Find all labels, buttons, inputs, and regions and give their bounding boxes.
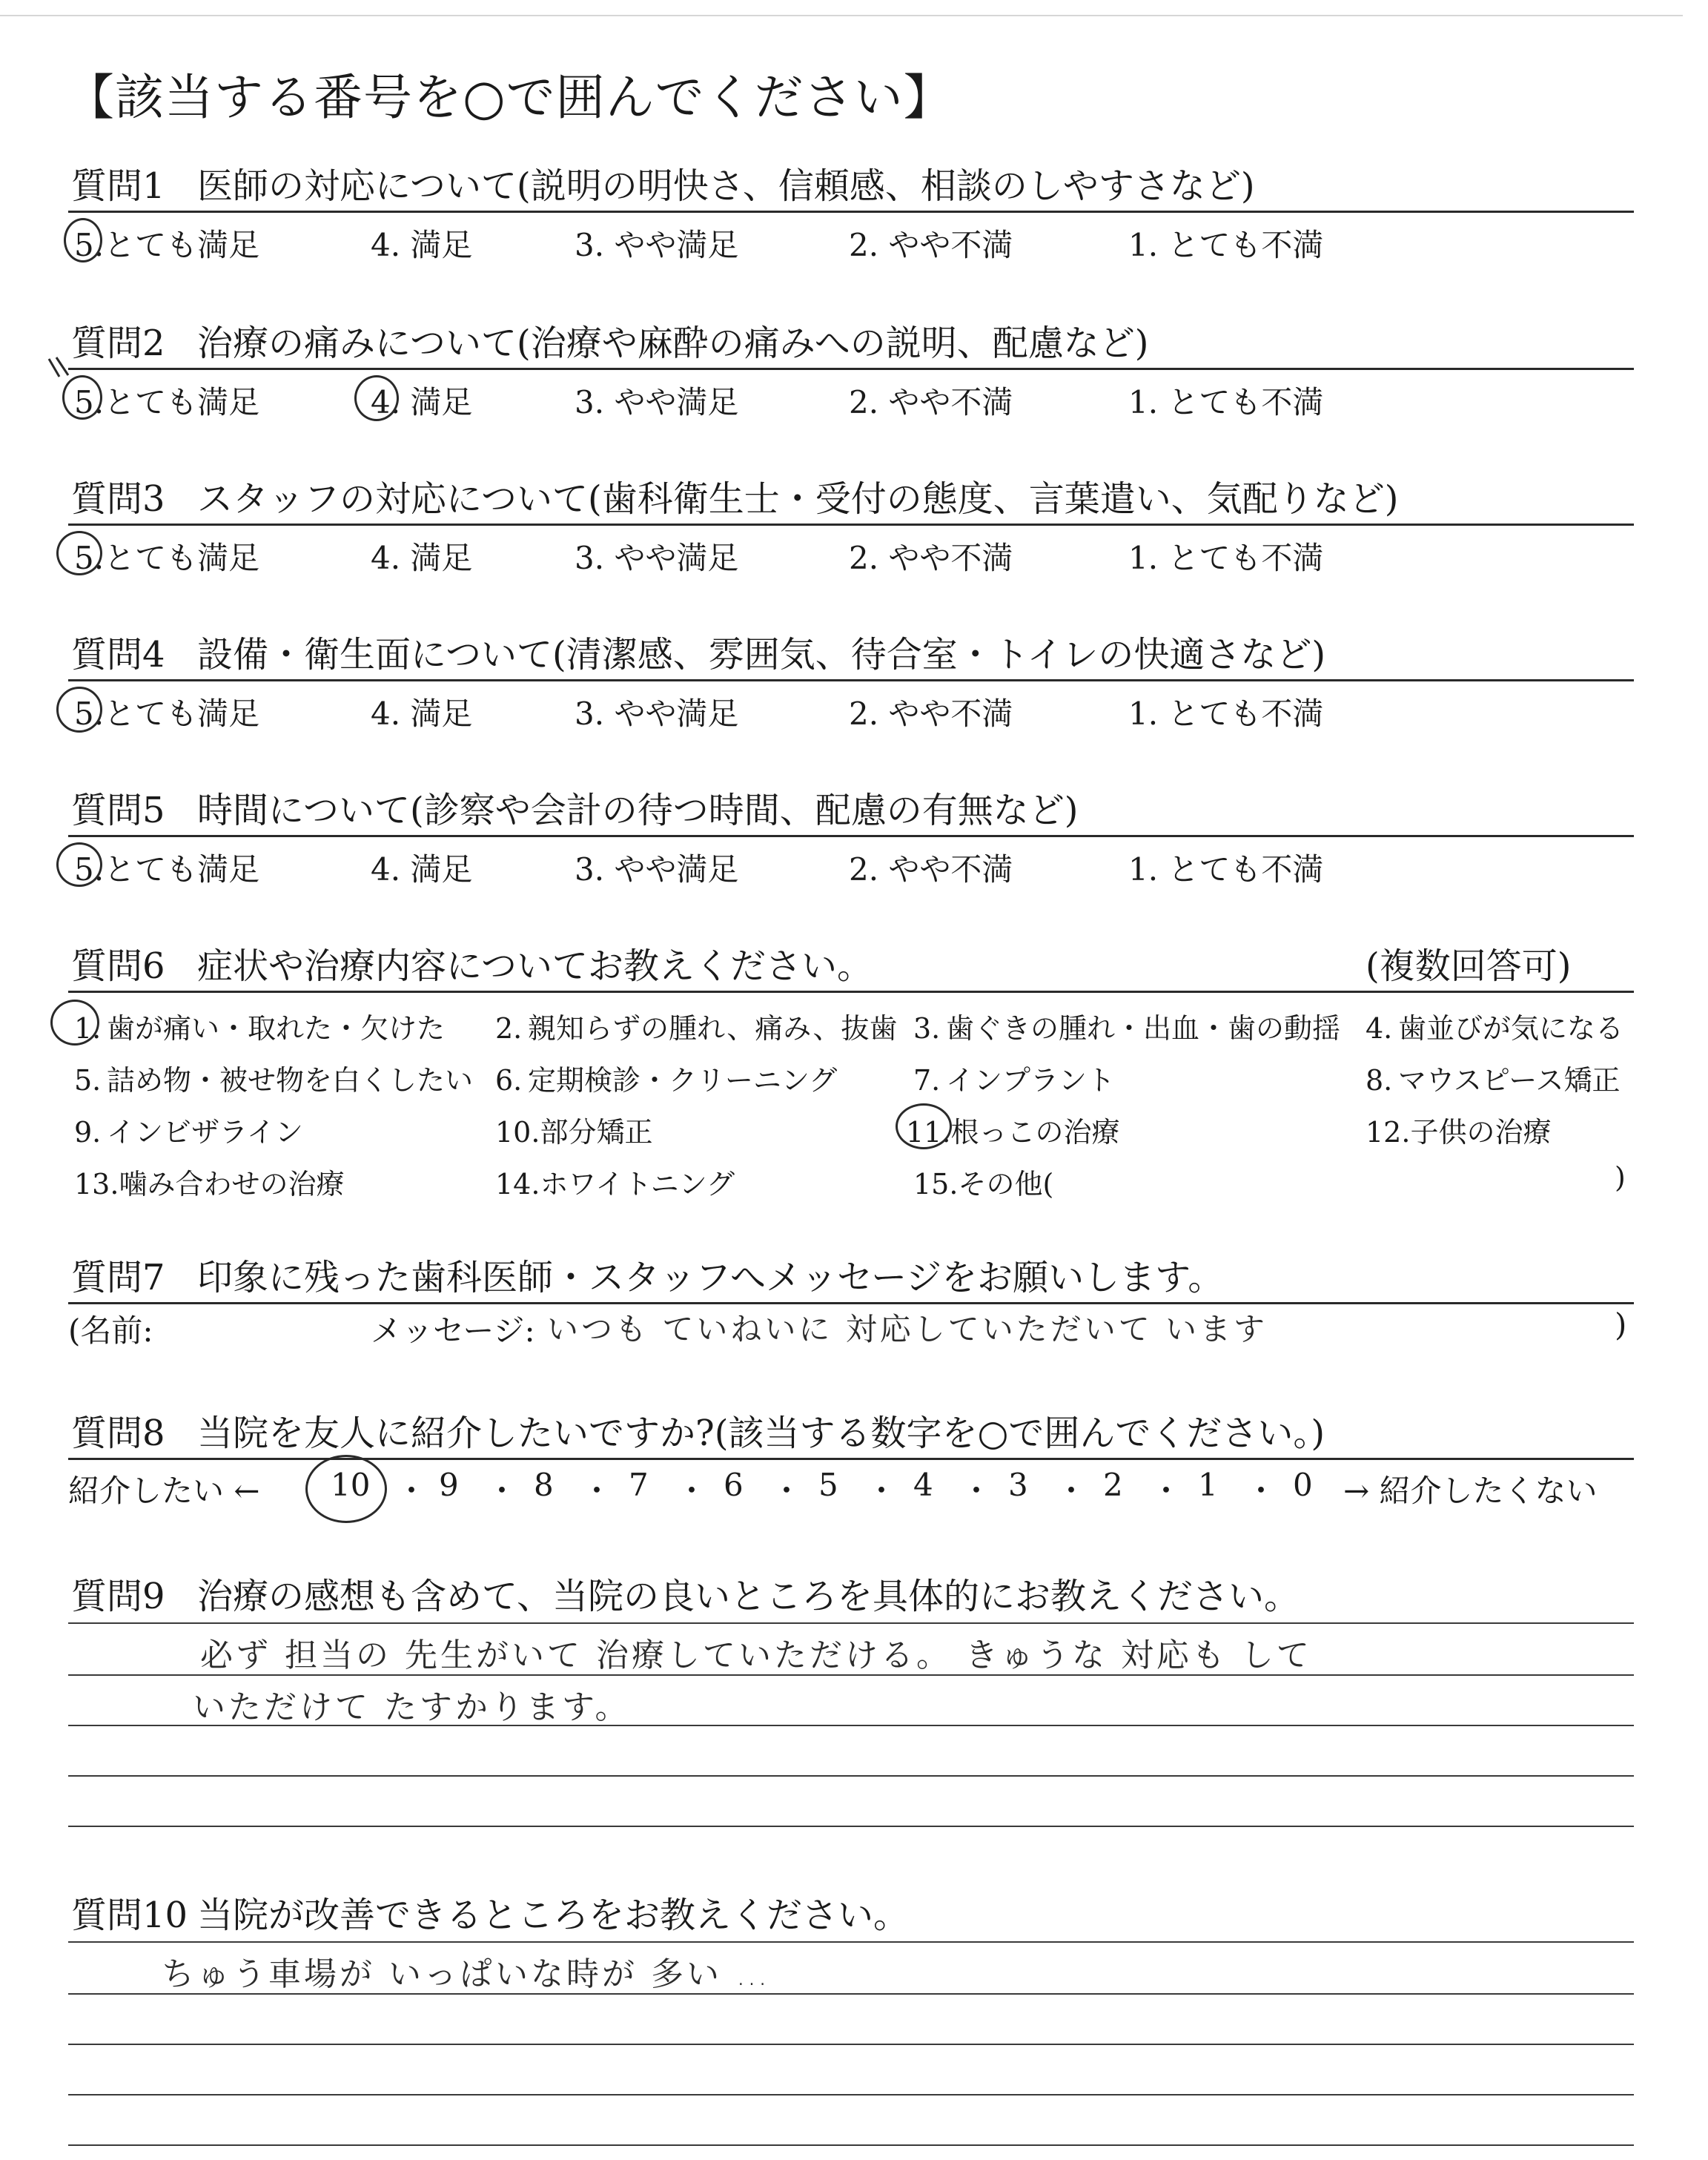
scale-value-5[interactable]: 5 xyxy=(818,1467,838,1503)
rating-option-5[interactable]: 5.とても満足 xyxy=(74,227,260,263)
rating-option-4[interactable]: 4. 満足 xyxy=(371,851,473,888)
question-rule xyxy=(68,368,1634,370)
scale-dot: ・ xyxy=(1151,1473,1182,1509)
scale-value-2[interactable]: 2 xyxy=(1103,1467,1123,1503)
selection-circle xyxy=(50,1000,99,1046)
question-rule xyxy=(68,1458,1634,1460)
selection-circle xyxy=(354,375,399,421)
question-text: 症状や治療内容についてお教えください。 xyxy=(197,945,873,987)
selection-circle xyxy=(56,842,102,887)
symptom-option-4[interactable]: 4. 歯並びが気になる xyxy=(1366,1012,1624,1045)
scale-dot: ・ xyxy=(771,1473,803,1509)
question-number: 質問1 xyxy=(71,165,165,207)
rating-option-5[interactable]: 5.とても満足 xyxy=(74,851,260,888)
rating-option-3[interactable]: 3. やや満足 xyxy=(575,696,739,732)
selection-circle xyxy=(56,531,102,575)
rating-option-4[interactable]: 4. 満足 xyxy=(371,696,473,732)
question-text: 医師の対応について(説明の明快さ、信頼感、相談のしやすさなど) xyxy=(197,165,1255,207)
question-10 xyxy=(71,1886,909,1938)
selection-circle xyxy=(64,218,102,262)
question-1 xyxy=(71,157,1255,208)
symptom-option-8[interactable]: 8. マウスピース矯正 xyxy=(1366,1064,1621,1097)
message-answer[interactable]: いつも ていねいに 対応していただいて います xyxy=(547,1311,1268,1347)
question-number: 質問8 xyxy=(71,1413,165,1454)
rating-option-2[interactable]: 2. やや不満 xyxy=(849,384,1013,420)
question-rule xyxy=(68,679,1634,681)
answer-line xyxy=(68,2044,1634,2045)
rating-option-1[interactable]: 1. とても不満 xyxy=(1128,540,1324,576)
question-text: 時間について(診察や会計の待つ時間、配慮の有無など) xyxy=(197,790,1079,831)
scale-value-1[interactable]: 1 xyxy=(1198,1467,1218,1503)
name-label: (名前: xyxy=(68,1312,153,1349)
question-text: 印象に残った歯科医師・スタッフへメッセージをお願いします。 xyxy=(197,1257,1224,1298)
rating-option-5[interactable]: 5.とても満足 xyxy=(74,384,260,420)
question-text: 当院が改善できるところをお教えください。 xyxy=(197,1895,910,1936)
question-5 xyxy=(71,782,1079,833)
scale-value-7[interactable]: 7 xyxy=(629,1467,649,1503)
symptom-option-5[interactable]: 5. 詰め物・被せ物を白くしたい xyxy=(74,1064,474,1097)
selection-circle xyxy=(305,1455,387,1523)
question-rule xyxy=(68,991,1634,993)
rating-option-1[interactable]: 1. とても不満 xyxy=(1128,384,1324,420)
scale-value-4[interactable]: 4 xyxy=(913,1467,933,1503)
symptom-option-6[interactable]: 6. 定期検診・クリーニング xyxy=(495,1064,838,1097)
page-top-edge xyxy=(0,15,1683,16)
selection-circle xyxy=(56,687,102,733)
question-text: 設備・衛生面について(清潔感、雰囲気、待合室・トイレの快適さなど) xyxy=(197,634,1326,676)
rating-option-2[interactable]: 2. やや不満 xyxy=(849,696,1013,732)
rating-option-1[interactable]: 1. とても不満 xyxy=(1128,851,1324,888)
symptom-option-15[interactable]: 15.その他( xyxy=(913,1168,1054,1200)
answer-line xyxy=(68,1622,1634,1624)
symptom-option-2[interactable]: 2. 親知らずの腫れ、痛み、抜歯 xyxy=(495,1012,898,1045)
rating-option-1[interactable]: 1. とても不満 xyxy=(1128,227,1324,263)
symptom-option-10[interactable]: 10.部分矯正 xyxy=(495,1116,653,1149)
rating-option-3[interactable]: 3. やや満足 xyxy=(575,540,739,576)
question-text: 治療の感想も含めて、当院の良いところを具体的にお教えください。 xyxy=(197,1576,1300,1617)
rating-option-5[interactable]: 5.とても満足 xyxy=(74,696,260,732)
handwritten-tick-icon xyxy=(46,354,76,384)
rating-option-4[interactable]: 4. 満足 xyxy=(371,540,473,576)
question-number: 質問3 xyxy=(71,478,165,520)
answer-line xyxy=(68,2144,1634,2146)
answer-line xyxy=(68,1941,1634,1943)
scale-right-label: → 紹介したくない xyxy=(1343,1473,1598,1509)
question-number: 質問6 xyxy=(71,945,165,987)
question-8 xyxy=(71,1404,1325,1456)
other-close-paren: ) xyxy=(1615,1161,1626,1194)
rating-option-4[interactable]: 4. 満足 xyxy=(371,227,473,263)
answer-line xyxy=(68,1826,1634,1827)
symptom-option-11[interactable]: 11.根っこの治療 xyxy=(906,1116,1120,1149)
symptom-option-3[interactable]: 3. 歯ぐきの腫れ・出血・歯の動揺 xyxy=(913,1012,1341,1045)
question-4 xyxy=(71,626,1325,677)
question-rule xyxy=(68,524,1634,526)
good-points-answer-line-2[interactable]: いただけて たすかります。 xyxy=(193,1688,631,1726)
question-number: 質問4 xyxy=(71,634,165,676)
symptom-option-14[interactable]: 14.ホワイトニング xyxy=(495,1168,735,1200)
question-number: 質問10 xyxy=(71,1895,188,1936)
scale-value-8[interactable]: 8 xyxy=(534,1467,554,1503)
message-label: メッセージ: xyxy=(371,1312,535,1349)
scale-value-0[interactable]: 0 xyxy=(1293,1467,1313,1503)
selection-circle xyxy=(896,1103,952,1149)
answer-line xyxy=(68,1775,1634,1777)
scale-value-10[interactable]: 10 xyxy=(331,1467,371,1503)
rating-option-1[interactable]: 1. とても不満 xyxy=(1128,696,1324,732)
rating-option-3[interactable]: 3. やや満足 xyxy=(575,384,739,420)
question-text: スタッフの対応について(歯科衛生士・受付の態度、言葉遣い、気配りなど) xyxy=(197,478,1399,520)
scale-dot: ・ xyxy=(676,1473,708,1509)
scale-dot: ・ xyxy=(396,1473,428,1509)
scale-dot: ・ xyxy=(866,1473,898,1509)
page-title: 【該当する番号を○で囲んでください】 xyxy=(65,69,953,126)
improvement-answer-line-1[interactable]: ちゅう車場が いっぱいな時が 多い … xyxy=(162,1955,771,1993)
rating-option-3[interactable]: 3. やや満足 xyxy=(575,851,739,888)
multiple-answer-note: (複数回答可) xyxy=(1366,945,1572,987)
question-rule xyxy=(68,835,1634,837)
symptom-option-9[interactable]: 9. インビザライン xyxy=(74,1116,303,1149)
scale-dot: ・ xyxy=(1056,1473,1088,1509)
symptom-option-13[interactable]: 13.噛み合わせの治療 xyxy=(74,1168,345,1200)
question-text: 当院を友人に紹介したいですか?(該当する数字を○で囲んでください。) xyxy=(197,1413,1325,1454)
scale-dot: ・ xyxy=(1245,1473,1277,1509)
scale-value-6[interactable]: 6 xyxy=(724,1467,744,1503)
symptom-option-12[interactable]: 12.子供の治療 xyxy=(1366,1116,1552,1149)
question-3 xyxy=(71,470,1399,521)
question-rule xyxy=(68,211,1634,213)
question-number: 質問9 xyxy=(71,1576,165,1617)
question-7 xyxy=(71,1249,1223,1300)
rating-option-2[interactable]: 2. やや不満 xyxy=(849,540,1013,576)
rating-option-4[interactable]: 4. 満足 xyxy=(371,384,473,420)
rating-option-5[interactable]: 5.とても満足 xyxy=(74,540,260,576)
message-close-paren: ) xyxy=(1615,1307,1627,1343)
scale-left-label: 紹介したい ← xyxy=(68,1473,260,1509)
question-number: 質問2 xyxy=(71,323,165,364)
question-9 xyxy=(71,1568,1300,1619)
symptom-option-1[interactable]: 1. 歯が痛い・取れた・欠けた xyxy=(74,1012,446,1045)
rating-option-2[interactable]: 2. やや不満 xyxy=(849,851,1013,888)
scale-value-9[interactable]: 9 xyxy=(439,1467,459,1503)
answer-line xyxy=(68,2094,1634,2095)
scale-value-3[interactable]: 3 xyxy=(1008,1467,1028,1503)
question-number: 質問7 xyxy=(71,1257,165,1298)
question-text: 治療の痛みについて(治療や麻酔の痛みへの説明、配慮など) xyxy=(197,323,1149,364)
question-2 xyxy=(71,314,1149,366)
question-6 xyxy=(71,937,873,988)
question-number: 質問5 xyxy=(71,790,165,831)
scale-dot: ・ xyxy=(581,1473,613,1509)
rating-option-2[interactable]: 2. やや不満 xyxy=(849,227,1013,263)
question-rule xyxy=(68,1302,1634,1304)
symptom-option-7[interactable]: 7. インプラント xyxy=(913,1064,1116,1097)
scale-dot: ・ xyxy=(961,1473,993,1509)
good-points-answer-line-1[interactable]: 必ず 担当の 先生がいて 治療していただける。 きゅうな 対応も して xyxy=(200,1636,1312,1674)
scale-dot: ・ xyxy=(486,1473,518,1509)
rating-option-3[interactable]: 3. やや満足 xyxy=(575,227,739,263)
